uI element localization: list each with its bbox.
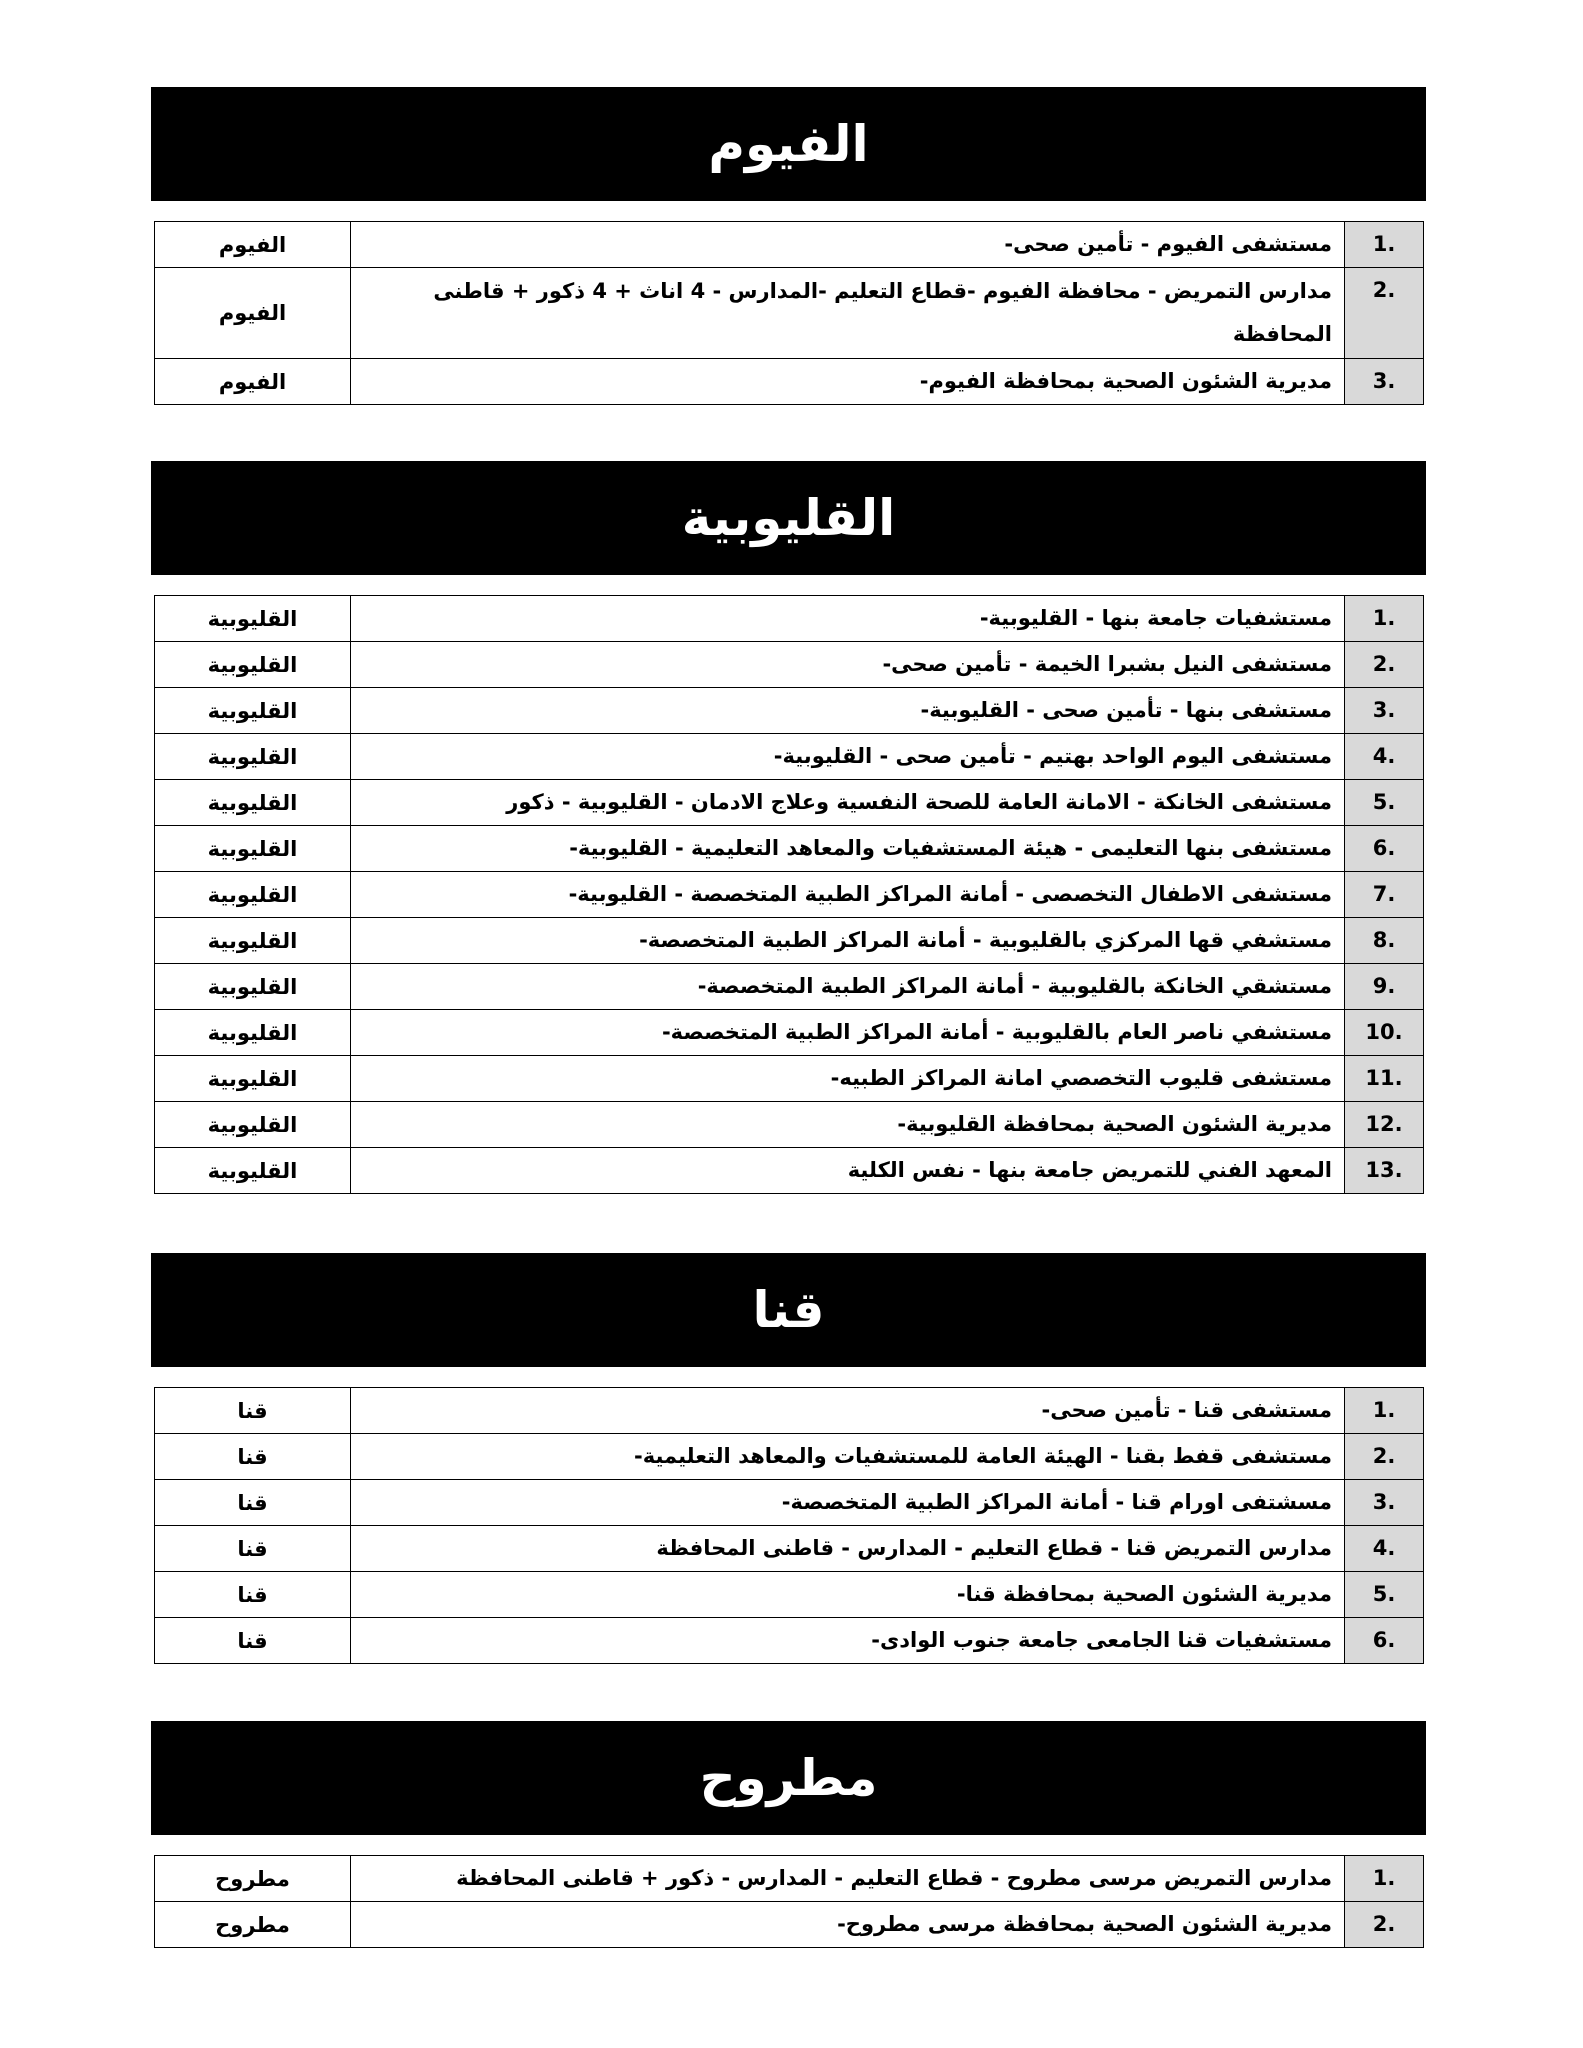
section-title: مطروح [151, 1721, 1426, 1835]
governorate-cell: القليوبية [155, 780, 351, 826]
governorate-cell: القليوبية [155, 1056, 351, 1102]
row-number: 2. [1372, 652, 1396, 676]
row-number-cell [1345, 734, 1424, 780]
section-fayoum [151, 87, 1426, 405]
hospital-name-cell: المعهد الفني للتمريض جامعة بنها - نفس الكلية [351, 1148, 1345, 1194]
row-number: 12. [1365, 1112, 1403, 1136]
table-row [155, 1056, 1424, 1102]
hospital-table [154, 221, 1424, 405]
governorate-cell: القليوبية [155, 1010, 351, 1056]
hospital-name-cell: مستشفى الاطفال التخصصى - أمانة المراكز الطبية المتخصصة - القليوبية- [351, 872, 1345, 918]
row-number: 6. [1372, 1628, 1396, 1652]
governorate-cell: قنا [155, 1388, 351, 1434]
row-number: 11. [1365, 1066, 1403, 1090]
row-number-cell [1345, 826, 1424, 872]
table-row [155, 268, 1424, 359]
governorate-cell: القليوبية [155, 1148, 351, 1194]
governorate-cell: القليوبية [155, 872, 351, 918]
governorate-cell: قنا [155, 1434, 351, 1480]
row-number: 1. [1372, 1866, 1396, 1890]
governorate-cell: مطروح [155, 1856, 351, 1902]
governorate-cell: الفيوم [155, 268, 351, 359]
governorate-cell: القليوبية [155, 734, 351, 780]
hospital-name-cell: مستشفيات جامعة بنها - القليوبية- [351, 596, 1345, 642]
hospital-name-cell: مستشفى بنها التعليمى - هيئة المستشفيات والمعاهد التعليمية - القليوبية- [351, 826, 1345, 872]
hospital-name-cell: مستشفى النيل بشبرا الخيمة - تأمين صحى- [351, 642, 1345, 688]
row-number: 4. [1372, 1536, 1396, 1560]
row-number: 1. [1372, 232, 1396, 256]
table-row [155, 826, 1424, 872]
row-number-cell [1345, 1618, 1424, 1664]
row-number-cell [1345, 780, 1424, 826]
table-row [155, 780, 1424, 826]
hospital-name-cell: مستشفي قها المركزي بالقليوبية - أمانة المراكز الطبية المتخصصة- [351, 918, 1345, 964]
row-number-cell [1345, 222, 1424, 268]
governorate-cell: القليوبية [155, 1102, 351, 1148]
row-number-cell [1345, 268, 1424, 359]
row-number: 7. [1372, 882, 1396, 906]
section-title: الفيوم [151, 87, 1426, 201]
hospital-name-cell: مديرية الشئون الصحية بمحافظة القليوبية- [351, 1102, 1345, 1148]
section-qena [151, 1253, 1426, 1664]
row-number-cell [1345, 1056, 1424, 1102]
table-row [155, 1526, 1424, 1572]
hospital-name-cell: مستشفى بنها - تأمين صحى - القليوبية- [351, 688, 1345, 734]
table-row [155, 1572, 1424, 1618]
governorate-cell: مطروح [155, 1902, 351, 1948]
hospital-name-cell: مستشفى الفيوم - تأمين صحى- [351, 222, 1345, 268]
row-number-cell [1345, 642, 1424, 688]
governorate-cell: قنا [155, 1526, 351, 1572]
row-number-cell [1345, 1572, 1424, 1618]
table-row [155, 1388, 1424, 1434]
row-number-cell [1345, 1010, 1424, 1056]
row-number-cell [1345, 359, 1424, 405]
hospital-name-cell: مستشفى قليوب التخصصي امانة المراكز الطبيه- [351, 1056, 1345, 1102]
governorate-cell: القليوبية [155, 826, 351, 872]
hospital-name-cell: مديرية الشئون الصحية بمحافظة مرسى مطروح- [351, 1902, 1345, 1948]
hospital-name-cell: مدارس التمريض - محافظة الفيوم -قطاع التعليم -المدارس - 4 اناث + 4 ذكور + قاطنى المحافظة [351, 268, 1345, 359]
hospital-name-cell: مستشفى الخانكة - الامانة العامة للصحة النفسية وعلاج الادمان - القليوبية - ذكور [351, 780, 1345, 826]
row-number: 3. [1372, 1490, 1396, 1514]
table-row [155, 1480, 1424, 1526]
row-number: 2. [1372, 1912, 1396, 1936]
row-number: 1. [1372, 1398, 1396, 1422]
table-row [155, 918, 1424, 964]
hospital-table [154, 595, 1424, 1194]
row-number-cell [1345, 872, 1424, 918]
section-title: قنا [151, 1253, 1426, 1367]
hospital-name-cell: مدارس التمريض قنا - قطاع التعليم - المدارس - قاطنى المحافظة [351, 1526, 1345, 1572]
table-row [155, 1010, 1424, 1056]
hospital-table [154, 1855, 1424, 1948]
row-number-cell [1345, 1480, 1424, 1526]
hospital-name-cell: مديرية الشئون الصحية بمحافظة قنا- [351, 1572, 1345, 1618]
table-row [155, 596, 1424, 642]
table-row [155, 1618, 1424, 1664]
governorate-cell: قنا [155, 1480, 351, 1526]
table-row [155, 359, 1424, 405]
row-number-cell [1345, 1526, 1424, 1572]
table-row [155, 1434, 1424, 1480]
governorate-cell: قنا [155, 1572, 351, 1618]
governorate-cell: القليوبية [155, 642, 351, 688]
table-row [155, 1102, 1424, 1148]
governorate-cell: الفيوم [155, 222, 351, 268]
governorate-cell: القليوبية [155, 596, 351, 642]
row-number: 3. [1372, 369, 1396, 393]
row-number: 5. [1372, 1582, 1396, 1606]
table-row [155, 734, 1424, 780]
table-row [155, 1902, 1424, 1948]
row-number: 1. [1372, 606, 1396, 630]
hospital-name-cell: مسشتفى اورام قنا - أمانة المراكز الطبية المتخصصة- [351, 1480, 1345, 1526]
table-row [155, 688, 1424, 734]
hospital-name-cell: مدارس التمريض مرسى مطروح - قطاع التعليم - المدارس - ذكور + قاطنى المحافظة [351, 1856, 1345, 1902]
governorate-cell: قنا [155, 1618, 351, 1664]
governorate-cell: القليوبية [155, 918, 351, 964]
table-row [155, 872, 1424, 918]
section-matrouh [151, 1721, 1426, 1948]
row-number: 9. [1372, 974, 1396, 998]
hospital-name-cell: مستشفى قنا - تأمين صحى- [351, 1388, 1345, 1434]
row-number-cell [1345, 1388, 1424, 1434]
row-number: 8. [1372, 928, 1396, 952]
row-number-cell [1345, 688, 1424, 734]
hospital-name-cell: مستشفى اليوم الواحد بهتيم - تأمين صحى - القليوبية- [351, 734, 1345, 780]
row-number: 13. [1365, 1158, 1403, 1182]
row-number-cell [1345, 1434, 1424, 1480]
row-number: 10. [1365, 1020, 1403, 1044]
hospital-name-cell: مستشفي ناصر العام بالقليوبية - أمانة المراكز الطبية المتخصصة- [351, 1010, 1345, 1056]
hospital-name-cell: مستشقي الخانكة بالقليوبية - أمانة المراكز الطبية المتخصصة- [351, 964, 1345, 1010]
table-row [155, 1856, 1424, 1902]
row-number-cell [1345, 918, 1424, 964]
hospital-name-cell: مستشفى قفط بقنا - الهيئة العامة للمستشفيات والمعاهد التعليمية- [351, 1434, 1345, 1480]
row-number-cell [1345, 1102, 1424, 1148]
hospital-table [154, 1387, 1424, 1664]
row-number: 4. [1372, 744, 1396, 768]
hospital-name-cell: مستشفيات قنا الجامعى جامعة جنوب الوادى- [351, 1618, 1345, 1664]
table-row [155, 1148, 1424, 1194]
governorate-cell: الفيوم [155, 359, 351, 405]
table-row [155, 964, 1424, 1010]
row-number-cell [1345, 596, 1424, 642]
table-row [155, 222, 1424, 268]
row-number-cell [1345, 1856, 1424, 1902]
hospital-name-cell: مديرية الشئون الصحية بمحافظة الفيوم- [351, 359, 1345, 405]
governorate-cell: القليوبية [155, 688, 351, 734]
row-number: 3. [1372, 698, 1396, 722]
row-number: 6. [1372, 836, 1396, 860]
section-qalyubia [151, 461, 1426, 1194]
section-title: القليوبية [151, 461, 1426, 575]
table-row [155, 642, 1424, 688]
governorate-cell: القليوبية [155, 964, 351, 1010]
row-number-cell [1345, 1902, 1424, 1948]
row-number: 5. [1372, 790, 1396, 814]
row-number: 2. [1372, 1444, 1396, 1468]
row-number-cell [1345, 1148, 1424, 1194]
row-number-cell [1345, 964, 1424, 1010]
row-number: 2. [1372, 278, 1396, 302]
